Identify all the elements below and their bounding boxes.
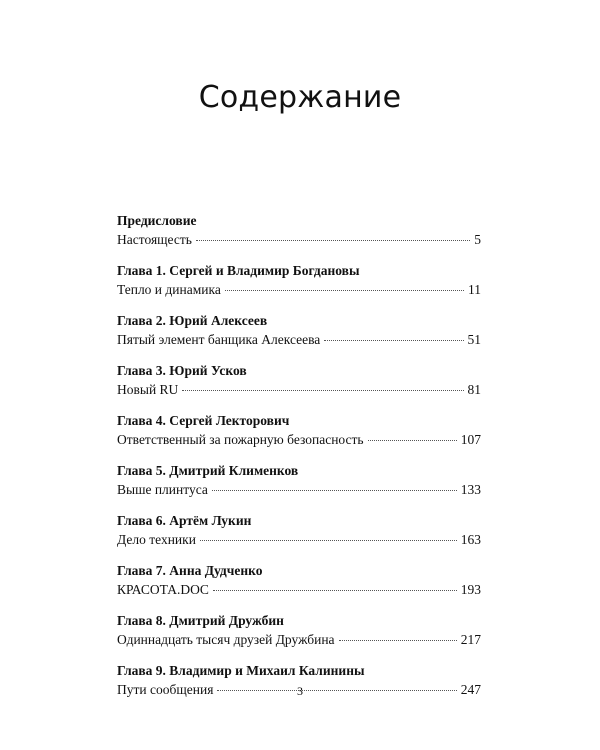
dot-leader (225, 290, 464, 291)
toc-entry-page-number: 5 (474, 232, 481, 247)
toc-entry-line (117, 230, 481, 249)
toc-entry-heading: Глава 1. Сергей и Владимир Богдановы (117, 263, 360, 278)
toc-entry-subtitle: Одиннадцать тысяч друзей Дружбина (117, 632, 335, 647)
toc-entry-line (117, 330, 481, 349)
dot-leader (196, 240, 470, 241)
toc-entry-chapter-7 (117, 561, 481, 599)
toc-entry-line (117, 380, 481, 399)
toc-entry-subtitle: Пути сообщения (117, 682, 214, 697)
toc-entry-line (117, 430, 481, 449)
toc-entry-subtitle: Новый RU (117, 382, 179, 397)
dot-leader (368, 440, 457, 441)
page-number: 3 (297, 684, 303, 698)
page-title: Содержание (198, 80, 402, 115)
dot-leader (324, 340, 463, 341)
dot-leader (213, 590, 457, 591)
dot-leader (182, 390, 463, 391)
table-of-contents (117, 211, 481, 711)
toc-entry-subtitle: Дело техники (117, 532, 196, 547)
toc-entry-page-number: 247 (460, 682, 481, 697)
toc-entry-chapter-3 (117, 361, 481, 399)
toc-entry-page-number: 81 (467, 382, 481, 397)
toc-entry-page-number: 133 (460, 482, 481, 497)
toc-entry-subtitle: КРАСОТА.DOC (117, 582, 209, 597)
toc-entry-chapter-4 (117, 411, 481, 449)
toc-entry-line (117, 280, 481, 299)
toc-entry-page-number: 217 (460, 632, 481, 647)
toc-entry-heading: Глава 9. Владимир и Михаил Калинины (117, 663, 365, 678)
toc-entry-line (117, 480, 481, 499)
toc-entry-page-number: 163 (460, 532, 481, 547)
toc-entry-page-number: 51 (467, 332, 481, 347)
toc-entry-chapter-5 (117, 461, 481, 499)
dot-leader (200, 540, 457, 541)
toc-entry-page-number: 193 (460, 582, 481, 597)
toc-entry-heading: Глава 7. Анна Дудченко (117, 563, 263, 578)
toc-entry-chapter-8 (117, 611, 481, 649)
toc-entry-chapter-6 (117, 511, 481, 549)
toc-entry-heading: Глава 2. Юрий Алексеев (117, 313, 268, 328)
toc-entry-line (117, 530, 481, 549)
toc-entry-chapter-2 (117, 311, 481, 349)
toc-entry-page-number: 11 (468, 282, 481, 297)
toc-entry-subtitle: Ответственный за пожарную безопасность (117, 432, 364, 447)
toc-entry-subtitle: Выше плинтуса (117, 482, 208, 497)
toc-entry-heading: Глава 6. Артём Лукин (117, 513, 252, 528)
toc-entry-subtitle: Настоящесть (117, 232, 192, 247)
toc-entry-heading: Глава 3. Юрий Усков (117, 363, 247, 378)
toc-entry-subtitle: Тепло и динамика (117, 282, 221, 297)
toc-entry-heading: Глава 5. Дмитрий Клименков (117, 463, 299, 478)
toc-entry-chapter-1 (117, 261, 481, 299)
toc-entry-heading: Глава 4. Сергей Лекторович (117, 413, 290, 428)
toc-entry-line (117, 630, 481, 649)
toc-entry-page-number: 107 (460, 432, 481, 447)
dot-leader (339, 640, 457, 641)
toc-entry-preface (117, 211, 481, 249)
toc-entry-heading: Предисловие (117, 213, 197, 228)
toc-entry-subtitle: Пятый элемент банщика Алексеева (117, 332, 321, 347)
dot-leader (212, 490, 457, 491)
toc-entry-heading: Глава 8. Дмитрий Дружбин (117, 613, 284, 628)
toc-entry-line (117, 580, 481, 599)
